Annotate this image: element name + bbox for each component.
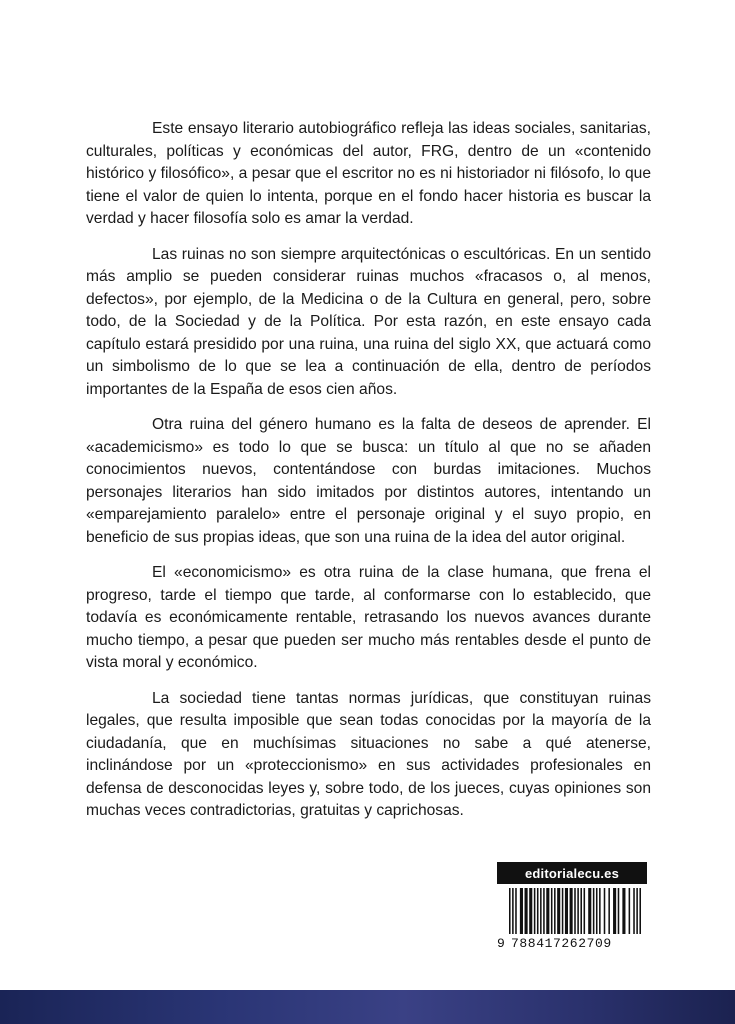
barcode-bar <box>534 888 536 934</box>
barcode-bar <box>540 888 542 934</box>
barcode-bar <box>639 888 641 934</box>
barcode-bar <box>537 888 539 934</box>
barcode-bar <box>588 888 591 934</box>
barcode-bar <box>525 888 528 934</box>
barcode-prefix: 9 <box>497 936 505 951</box>
barcode-bar <box>577 888 579 934</box>
barcode-bar <box>618 888 620 934</box>
publisher-website: editorialecu.es <box>497 862 647 884</box>
barcode-bar <box>580 888 582 934</box>
barcode-bar <box>515 888 517 934</box>
barcode-bar <box>604 888 606 934</box>
paragraph-4: El «economicismo» es otra ruina de la clase humana, que frena el progreso, tarde el tiempo que tarde, al conformarse con lo establecido, que todavía es económicamente rentable, retrasando los nuevos avances durante mucho tiempo, a pesar que pueden ser mucho más rentables desde el punto de vista moral y económico. <box>86 564 651 671</box>
barcode-bar <box>546 888 549 934</box>
paragraph-2: Las ruinas no son siempre arquitectónicas o escultóricas. En un sentido más amplio se pueden considerar ruinas muchos «fracasos o, al menos, defectos», por ejemplo, de la Medicina o de la Cultura en general, pero, sobre todo, de la Sociedad y de la Política. Por esta razón, en este ensayo cada capítulo estará presidido por una ruina, una ruina del siglo XX, que actuará como un simbolismo de lo que se lea a continuación de ella, dentro de períodos importantes de la España de esos cien años. <box>86 245 651 398</box>
synopsis-text <box>86 118 651 836</box>
paragraph-5: La sociedad tiene tantas normas jurídicas, que constituyan ruinas legales, que resulta imposible que sean todas conocidas por la mayoría de la ciudadanía, que en muchísimas situaciones no sabe a qué atenerse, inclinándose por un «proteccionismo» en sus actividades profesionales en defensa de desconocidas leyes y, sobre todo, de los jueces, cuyas opiniones son muchas veces contradictorias, gratuitas y caprichosas. <box>86 689 651 819</box>
barcode-bar <box>608 888 610 934</box>
isbn-barcode <box>497 888 647 962</box>
barcode-number: 788417262709 <box>511 936 612 951</box>
barcode-bar <box>509 888 511 934</box>
barcode-bar <box>633 888 635 934</box>
barcode-bar <box>557 888 560 934</box>
barcode-bar <box>629 888 631 934</box>
barcode-bar <box>520 888 523 934</box>
paragraph-3: Otra ruina del género humano es la falta de deseos de aprender. El «academicismo» es todo lo que se busca: un título al que no se añaden conocimientos nuevos, contentándose con burdas imitaciones. Muchos personajes literarios han sido imitados por distintos autores, intentando un «emparejamiento paralelo» entre el personaje original y el suyo propio, en beneficio de sus propias ideas, que son una ruina de la idea del autor original. <box>86 416 651 546</box>
barcode-bar <box>512 888 514 934</box>
bottom-color-band <box>0 990 735 1024</box>
barcode-bar <box>593 888 595 934</box>
barcode-bar <box>551 888 553 934</box>
barcode-bar <box>562 888 564 934</box>
barcode-bar <box>543 888 545 934</box>
barcode-bar <box>565 888 568 934</box>
barcode-bar <box>570 888 573 934</box>
paragraph-1: Este ensayo literario autobiográfico refleja las ideas sociales, sanitarias, culturales, políticas y económicas del autor, FRG, dentro de un «contenido histórico y filosófico», a pesar que el escritor no es ni historiador ni filósofo, lo que tiene el valor de quien lo intenta, porque en el fondo hacer historia es buscar la verdad y hacer filosofía solo es amar la verdad. <box>86 120 651 227</box>
barcode-bar <box>596 888 598 934</box>
barcode-bar <box>613 888 616 934</box>
barcode-bar <box>599 888 601 934</box>
barcode-bar <box>554 888 556 934</box>
barcode-bar <box>636 888 638 934</box>
barcode-bar <box>584 888 586 934</box>
barcode-bar <box>529 888 532 934</box>
barcode-bar <box>622 888 625 934</box>
barcode-bars <box>509 888 644 936</box>
barcode-bar <box>574 888 576 934</box>
